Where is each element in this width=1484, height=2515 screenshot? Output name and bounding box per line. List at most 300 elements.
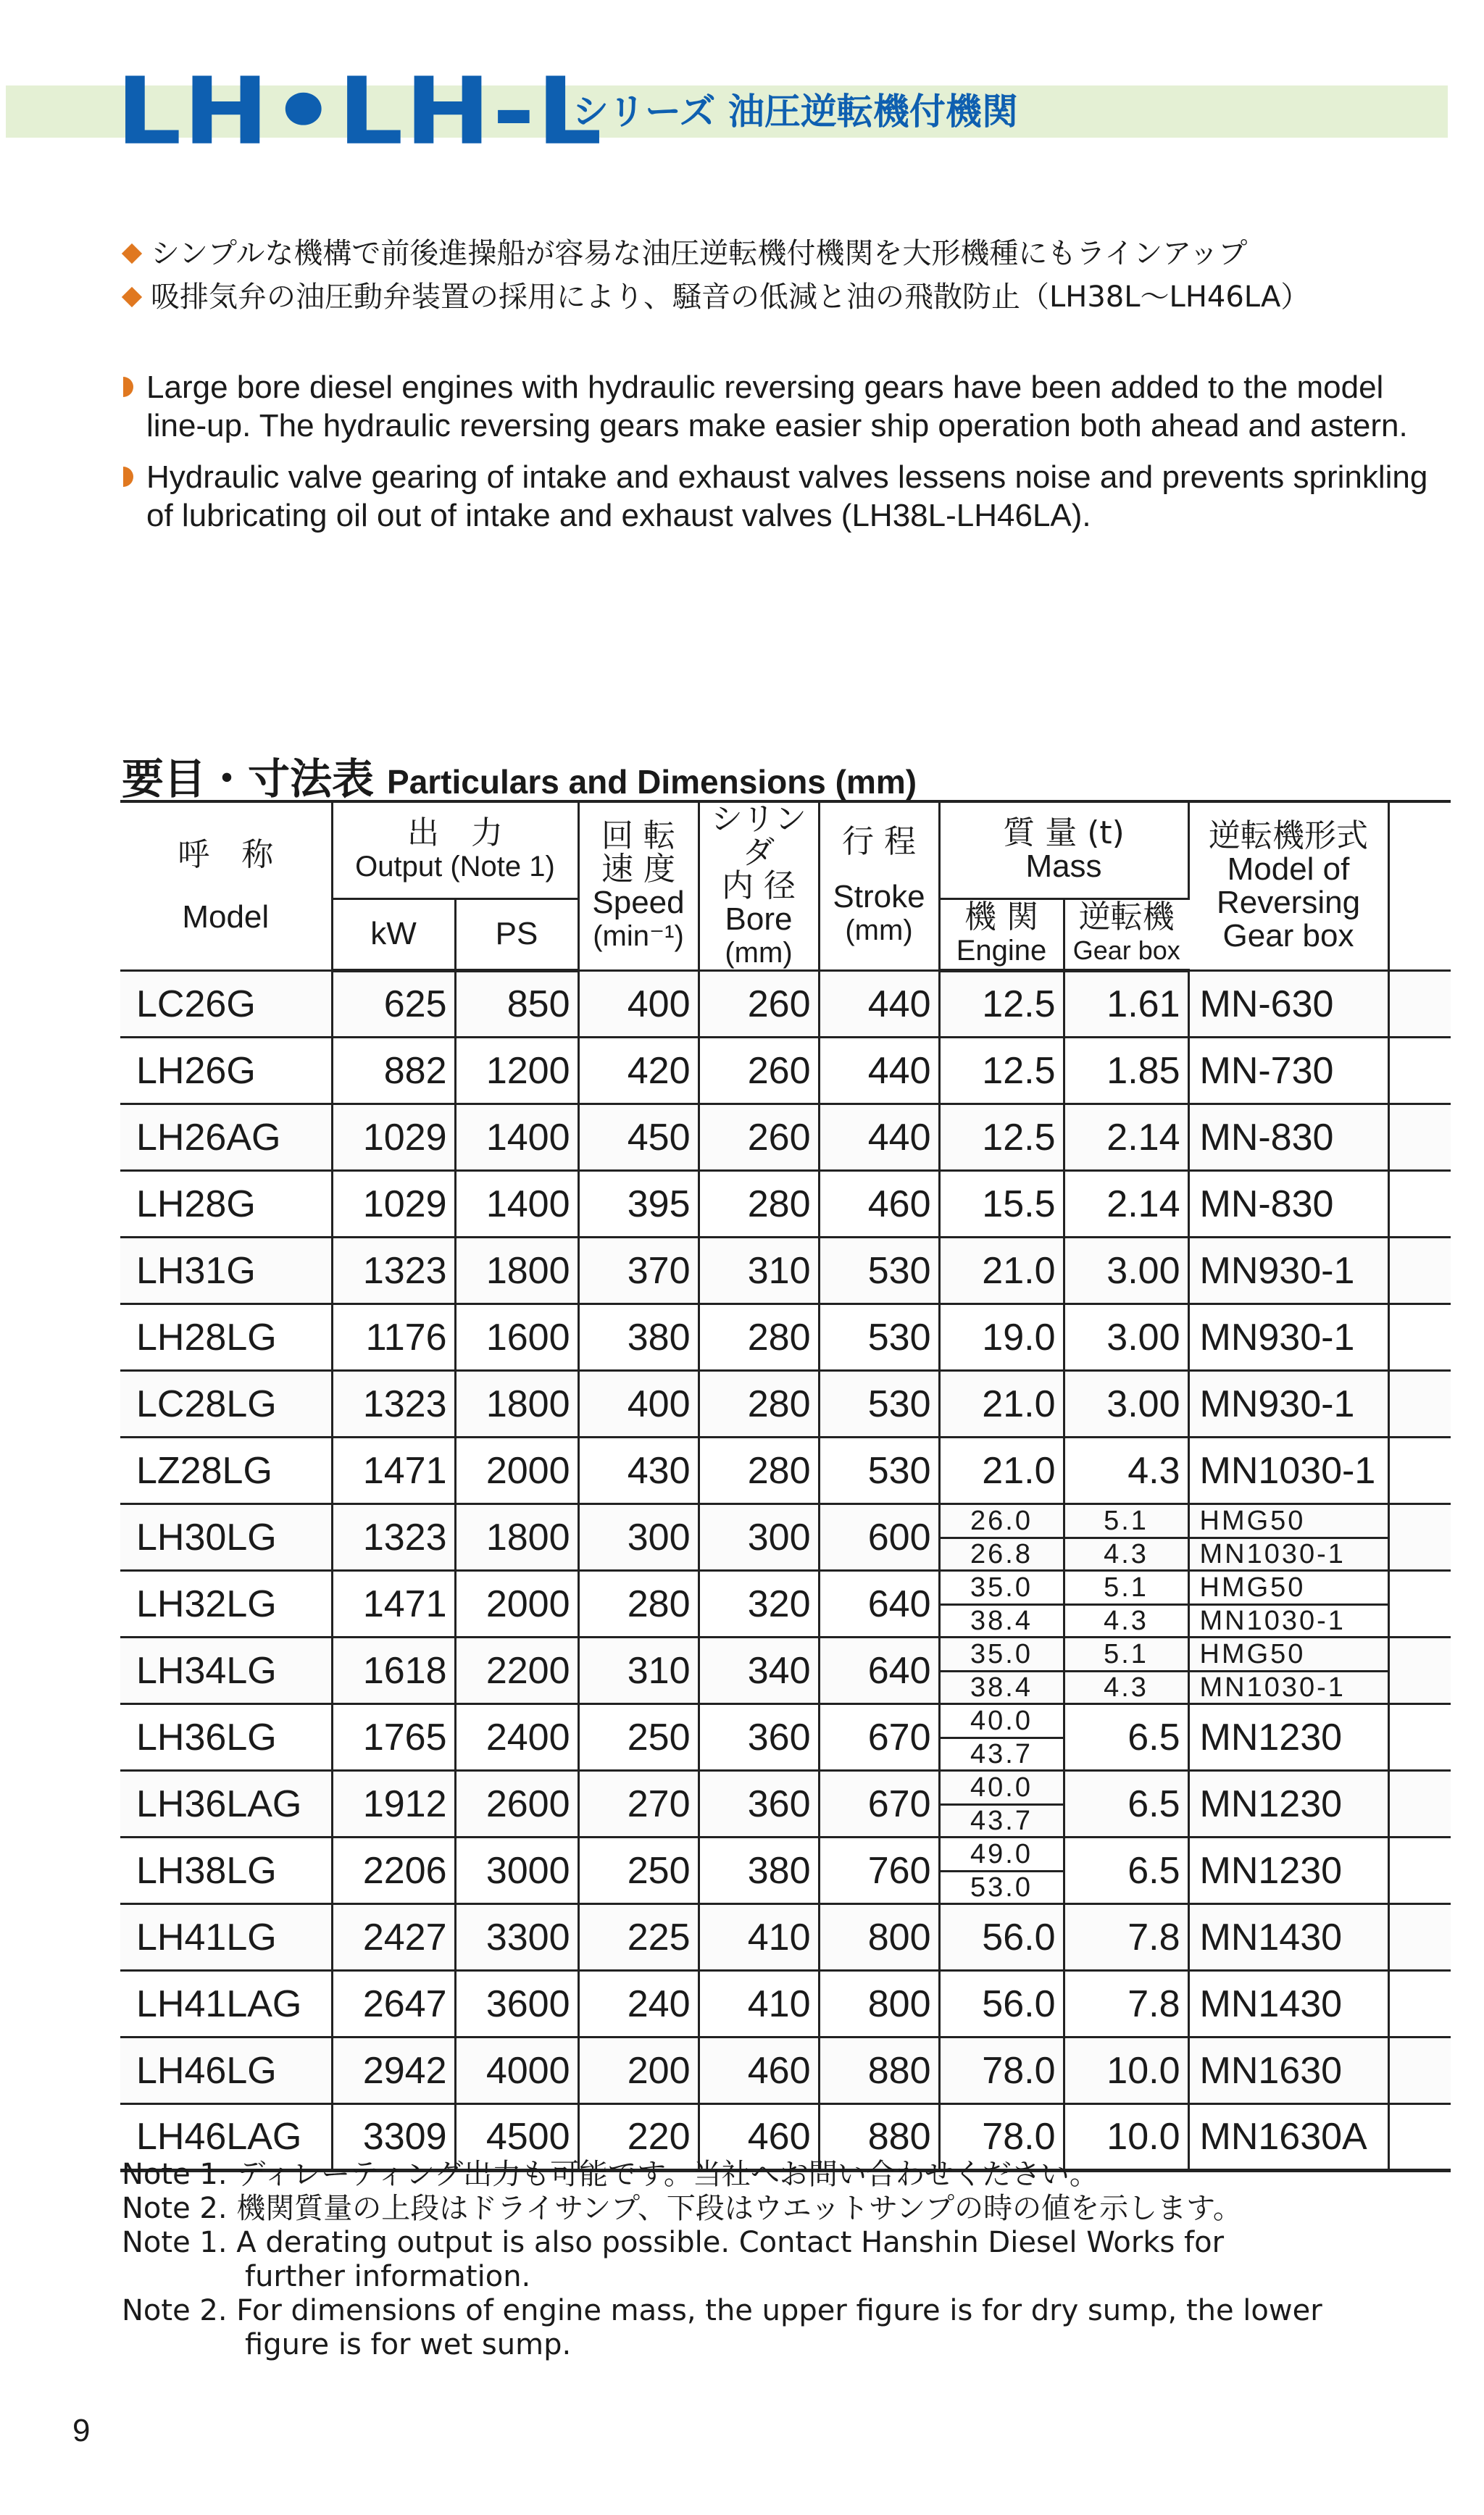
engine-mass-cell-upper: 40.0 <box>941 1772 1063 1806</box>
speed-cell: 225 <box>578 1904 699 1971</box>
stroke-cell: 800 <box>819 1904 939 1971</box>
gearbox-mass-cell: 1.85 <box>1064 1038 1188 1104</box>
engine-mass-cell: 19.0 <box>939 1304 1064 1371</box>
ps-cell: 1800 <box>455 1238 578 1304</box>
gearbox-mass-cell-lower: 4.3 <box>1104 1538 1149 1569</box>
table-title-en: Particulars and Dimensions (mm) <box>387 763 917 801</box>
model-cell: LH34LG <box>120 1638 332 1704</box>
header-output-en: Output (Note 1) <box>355 851 555 883</box>
jp-feature-item <box>122 275 1441 319</box>
table-title-jp: 要目・寸法表 <box>122 754 375 804</box>
header-gearbox-en: Gear box <box>1072 935 1180 966</box>
kw-cell: 1323 <box>332 1371 455 1438</box>
model-cell: LH38LG <box>120 1838 332 1904</box>
gearbox-mass-cell: 2.14 <box>1064 1171 1188 1238</box>
speed-cell: 200 <box>578 2038 699 2104</box>
model-cell: LZ28LG <box>120 1438 332 1504</box>
jp-feature-list <box>122 232 1441 319</box>
speed-cell: 370 <box>578 1238 699 1304</box>
gearbox-mass-cell: 10.0 <box>1064 2104 1188 2171</box>
header-engine <box>939 898 1064 970</box>
note-prefix: Note 2. <box>122 2294 228 2327</box>
model-cell: LH46LG <box>120 2038 332 2104</box>
gearbox-mass-cell <box>1064 1638 1188 1704</box>
gear-model-cell: MN1230 <box>1188 1838 1388 1904</box>
gearbox-mass-cell: 2.14 <box>1064 1104 1188 1171</box>
header-speed-unit: (min⁻¹) <box>593 920 684 952</box>
kw-cell: 1471 <box>332 1438 455 1504</box>
bore-cell: 460 <box>699 2038 819 2104</box>
ps-cell: 4000 <box>455 2038 578 2104</box>
gear-model-cell: MN1430 <box>1188 1904 1388 1971</box>
gear-model-cell: MN1430 <box>1188 1971 1388 2038</box>
ps-cell: 2400 <box>455 1704 578 1771</box>
ps-cell: 1400 <box>455 1104 578 1171</box>
model-cell: LC26G <box>120 971 332 1038</box>
blank-cell <box>1388 1571 1451 1638</box>
kw-cell: 2427 <box>332 1904 455 1971</box>
stroke-cell: 760 <box>819 1838 939 1904</box>
speed-cell: 300 <box>578 1504 699 1571</box>
table-row <box>120 1171 1451 1238</box>
gear-model-cell-upper: HMG50 <box>1190 1572 1388 1606</box>
table-row <box>120 1571 1451 1638</box>
blank-cell <box>1388 1838 1451 1904</box>
stroke-cell: 600 <box>819 1504 939 1571</box>
gear-model-cell-lower: MN1030-1 <box>1199 1672 1346 1703</box>
gear-model-cell: MN930-1 <box>1188 1238 1388 1304</box>
kw-cell: 2942 <box>332 2038 455 2104</box>
engine-mass-cell-stack <box>941 1772 1063 1836</box>
ps-cell: 1600 <box>455 1304 578 1371</box>
engine-mass-cell: 21.0 <box>939 1438 1064 1504</box>
speed-cell: 280 <box>578 1571 699 1638</box>
kw-cell: 1176 <box>332 1304 455 1371</box>
stroke-cell: 640 <box>819 1571 939 1638</box>
ps-cell: 2000 <box>455 1571 578 1638</box>
blank-cell <box>1388 1238 1451 1304</box>
engine-mass-cell-upper: 26.0 <box>941 1506 1063 1539</box>
stroke-cell: 440 <box>819 1104 939 1171</box>
header-bore-en: Bore <box>725 901 793 937</box>
engine-mass-cell: 12.5 <box>939 1038 1064 1104</box>
bore-cell: 410 <box>699 1904 819 1971</box>
table-row <box>120 1304 1451 1371</box>
stroke-cell: 670 <box>819 1704 939 1771</box>
model-cell: LH36LAG <box>120 1771 332 1838</box>
header-output <box>332 801 578 898</box>
model-cell: LH26G <box>120 1038 332 1104</box>
engine-mass-cell: 56.0 <box>939 1971 1064 2038</box>
blank-cell <box>1388 1504 1451 1571</box>
table-row <box>120 1438 1451 1504</box>
ps-cell: 1800 <box>455 1504 578 1571</box>
gearbox-mass-cell <box>1064 1504 1188 1571</box>
gearbox-mass-cell-stack <box>1065 1506 1188 1569</box>
header-speed <box>578 801 699 971</box>
bore-cell: 380 <box>699 1838 819 1904</box>
speed-cell: 220 <box>578 2104 699 2171</box>
header-engine-jp: 機 関 <box>964 898 1038 936</box>
header-bore <box>699 801 819 971</box>
kw-cell: 1323 <box>332 1504 455 1571</box>
table-row <box>120 2038 1451 2104</box>
model-cell: LH36LG <box>120 1704 332 1771</box>
kw-cell: 1912 <box>332 1771 455 1838</box>
gearbox-mass-cell-upper: 5.1 <box>1065 1572 1188 1606</box>
stroke-cell: 440 <box>819 971 939 1038</box>
series-subtitle: シリーズ 油圧逆転機付機関 <box>572 91 1018 133</box>
particulars-table <box>120 800 1451 2172</box>
speed-cell: 380 <box>578 1304 699 1371</box>
header-stroke-jp: 行 程 <box>842 823 916 860</box>
half-circle-bullet-icon <box>123 377 133 397</box>
engine-mass-cell-lower: 43.7 <box>970 1805 1033 1836</box>
bore-cell: 320 <box>699 1571 819 1638</box>
gearbox-mass-cell: 3.00 <box>1064 1371 1188 1438</box>
model-cell: LH41LG <box>120 1904 332 1971</box>
gear-model-cell-stack <box>1190 1639 1388 1703</box>
gear-model-cell: MN930-1 <box>1188 1304 1388 1371</box>
gearbox-mass-cell: 6.5 <box>1064 1838 1188 1904</box>
stroke-cell: 530 <box>819 1371 939 1438</box>
engine-mass-cell <box>939 1571 1064 1638</box>
speed-cell: 310 <box>578 1638 699 1704</box>
header-mass <box>939 801 1188 898</box>
jp-feature-text: シンプルな機構で前後進操船が容易な油圧逆転機付機関を大形機種にもラインアップ <box>151 237 1248 270</box>
ps-cell: 3600 <box>455 1971 578 2038</box>
gear-model-cell <box>1188 1571 1388 1638</box>
note-line <box>122 2158 1448 2192</box>
header-output-jp: 出 力 <box>407 814 503 852</box>
table-title <box>122 745 917 806</box>
gearbox-mass-cell: 6.5 <box>1064 1771 1188 1838</box>
model-cell: LH41LAG <box>120 1971 332 2038</box>
engine-mass-cell <box>939 1771 1064 1838</box>
note-text: 機関質量の上段はドライサンプ、下段はウエットサンプの時の値を示します。 <box>236 2192 1242 2225</box>
gear-model-cell: MN-630 <box>1188 971 1388 1038</box>
gearbox-mass-cell: 1.61 <box>1064 971 1188 1038</box>
gearbox-mass-cell: 3.00 <box>1064 1304 1188 1371</box>
stroke-cell: 530 <box>819 1238 939 1304</box>
header-stroke-unit: (mm) <box>845 914 913 946</box>
stroke-cell: 800 <box>819 1971 939 2038</box>
header-engine-en: Engine <box>956 935 1047 967</box>
gear-model-cell-upper: HMG50 <box>1190 1506 1388 1539</box>
header-stroke-en: Stroke <box>833 879 925 914</box>
header-gearbox-jp: 逆転機 <box>1078 898 1175 936</box>
model-cell: LH26AG <box>120 1104 332 1171</box>
gearbox-mass-cell-stack <box>1065 1639 1188 1703</box>
model-cell: LH28G <box>120 1171 332 1238</box>
engine-mass-cell: 78.0 <box>939 2038 1064 2104</box>
gear-model-cell: MN1630A <box>1188 2104 1388 2171</box>
kw-cell: 1029 <box>332 1104 455 1171</box>
engine-mass-cell-stack <box>941 1706 1063 1769</box>
table-row <box>120 1838 1451 1904</box>
engine-mass-cell-upper: 35.0 <box>941 1572 1063 1606</box>
bore-cell: 260 <box>699 971 819 1038</box>
bore-cell: 340 <box>699 1638 819 1704</box>
table-row <box>120 1371 1451 1438</box>
gear-model-cell: MN1230 <box>1188 1771 1388 1838</box>
gearbox-mass-cell: 6.5 <box>1064 1704 1188 1771</box>
bore-cell: 260 <box>699 1104 819 1171</box>
stroke-cell: 670 <box>819 1771 939 1838</box>
header-model <box>120 801 332 971</box>
header-reversing-en: Model of Reversing Gear box <box>1216 851 1361 954</box>
table-row <box>120 1238 1451 1304</box>
note-prefix: Note 1. <box>122 2226 228 2259</box>
blank-cell <box>1388 1104 1451 1171</box>
header-speed-en: Speed <box>592 885 685 920</box>
kw-cell: 1618 <box>332 1638 455 1704</box>
engine-mass-cell: 21.0 <box>939 1371 1064 1438</box>
speed-cell: 450 <box>578 1104 699 1171</box>
blank-cell <box>1388 1638 1451 1704</box>
bore-cell: 360 <box>699 1704 819 1771</box>
gear-model-cell: MN-830 <box>1188 1171 1388 1238</box>
ps-cell: 1800 <box>455 1371 578 1438</box>
header-speed-jp: 回 転 速 度 <box>601 817 675 888</box>
bore-cell: 300 <box>699 1504 819 1571</box>
jp-feature-item <box>122 232 1441 275</box>
engine-mass-cell-upper: 35.0 <box>941 1639 1063 1672</box>
bore-cell: 280 <box>699 1438 819 1504</box>
gearbox-mass-cell-upper: 5.1 <box>1065 1639 1188 1672</box>
gearbox-mass-cell-lower: 4.3 <box>1104 1672 1149 1703</box>
speed-cell: 400 <box>578 1371 699 1438</box>
kw-cell: 1765 <box>332 1704 455 1771</box>
bore-cell: 260 <box>699 1038 819 1104</box>
bore-cell: 280 <box>699 1171 819 1238</box>
stroke-cell: 640 <box>819 1638 939 1704</box>
note-line <box>122 2192 1448 2226</box>
gearbox-mass-cell: 4.3 <box>1064 1438 1188 1504</box>
header-kw: kW <box>332 898 455 970</box>
engine-mass-cell: 21.0 <box>939 1238 1064 1304</box>
ps-cell: 850 <box>455 971 578 1038</box>
ps-cell: 4500 <box>455 2104 578 2171</box>
model-cell: LH31G <box>120 1238 332 1304</box>
note-continuation: further information. <box>245 2260 531 2293</box>
gearbox-mass-cell-lower: 4.3 <box>1104 1605 1149 1636</box>
engine-mass-cell-stack <box>941 1639 1063 1703</box>
table-row <box>120 1904 1451 1971</box>
ps-cell: 1200 <box>455 1038 578 1104</box>
kw-cell: 625 <box>332 971 455 1038</box>
gear-model-cell: MN-730 <box>1188 1038 1388 1104</box>
header-ps: PS <box>455 898 578 970</box>
table-row <box>120 1504 1451 1571</box>
engine-mass-cell-lower: 38.4 <box>970 1672 1033 1703</box>
engine-mass-cell-lower: 38.4 <box>970 1605 1033 1636</box>
gear-model-cell-lower: MN1030-1 <box>1199 1605 1346 1636</box>
gearbox-mass-cell-upper: 5.1 <box>1065 1506 1188 1539</box>
header-blank <box>1388 801 1451 971</box>
model-cell: LH28LG <box>120 1304 332 1371</box>
speed-cell: 250 <box>578 1838 699 1904</box>
table-row <box>120 1038 1451 1104</box>
gear-model-cell: MN1030-1 <box>1188 1438 1388 1504</box>
speed-cell: 400 <box>578 971 699 1038</box>
model-cell: LH32LG <box>120 1571 332 1638</box>
bore-cell: 280 <box>699 1304 819 1371</box>
gear-model-cell: MN1630 <box>1188 2038 1388 2104</box>
series-title: LH•LH-L <box>116 57 604 166</box>
header-reversing-model <box>1188 801 1388 971</box>
stroke-cell: 880 <box>819 2038 939 2104</box>
gearbox-mass-cell: 7.8 <box>1064 1971 1188 2038</box>
en-feature-text: Large bore diesel engines with hydraulic reversing gears have been added to the model line-up. The hydraulic reversing gears make easier ship operation both ahead and astern. <box>146 370 1408 443</box>
gear-model-cell-stack <box>1190 1572 1388 1636</box>
engine-mass-cell-lower: 43.7 <box>970 1738 1033 1769</box>
engine-mass-cell <box>939 1838 1064 1904</box>
gear-model-cell-upper: HMG50 <box>1190 1639 1388 1672</box>
diamond-bullet-icon <box>122 287 142 307</box>
jp-feature-text: 吸排気弁の油圧動弁装置の採用により、騒音の低減と油の飛散防止（LH38L〜LH46LA） <box>151 280 1310 314</box>
table-row <box>120 1638 1451 1704</box>
blank-cell <box>1388 1971 1451 2038</box>
note-prefix: Note 1. <box>122 2158 228 2191</box>
note-text: A derating output is also possible. Contact Hanshin Diesel Works for <box>236 2226 1225 2259</box>
stroke-cell: 880 <box>819 2104 939 2171</box>
stroke-cell: 460 <box>819 1171 939 1238</box>
kw-cell: 1471 <box>332 1571 455 1638</box>
gearbox-mass-cell: 10.0 <box>1064 2038 1188 2104</box>
gear-model-cell: MN930-1 <box>1188 1371 1388 1438</box>
gear-model-cell: MN1230 <box>1188 1704 1388 1771</box>
engine-mass-cell <box>939 1638 1064 1704</box>
bore-cell: 360 <box>699 1771 819 1838</box>
engine-mass-cell-lower: 53.0 <box>970 1872 1033 1903</box>
header-model-jp: 呼 称 <box>178 836 274 873</box>
note-prefix: Note 2. <box>122 2192 228 2225</box>
note-text: For dimensions of engine mass, the upper figure is for dry sump, the lower <box>236 2294 1322 2327</box>
speed-cell: 250 <box>578 1704 699 1771</box>
kw-cell: 2206 <box>332 1838 455 1904</box>
ps-cell: 2200 <box>455 1638 578 1704</box>
bore-cell: 310 <box>699 1238 819 1304</box>
bore-cell: 460 <box>699 2104 819 2171</box>
header-gearbox <box>1064 898 1188 970</box>
table-body <box>120 971 1451 2171</box>
notes <box>122 2158 1448 2362</box>
table-row <box>120 1104 1451 1171</box>
blank-cell <box>1388 1304 1451 1371</box>
engine-mass-cell <box>939 1704 1064 1771</box>
engine-mass-cell: 12.5 <box>939 1104 1064 1171</box>
note-line <box>122 2294 1448 2328</box>
engine-mass-cell-stack <box>941 1839 1063 1903</box>
table-row <box>120 1704 1451 1771</box>
gear-model-cell <box>1188 1638 1388 1704</box>
ps-cell: 2000 <box>455 1438 578 1504</box>
diamond-bullet-icon <box>122 243 142 264</box>
model-cell: LH46LAG <box>120 2104 332 2171</box>
engine-mass-cell: 78.0 <box>939 2104 1064 2171</box>
engine-mass-cell-lower: 26.8 <box>970 1538 1033 1569</box>
speed-cell: 395 <box>578 1171 699 1238</box>
blank-cell <box>1388 1171 1451 1238</box>
blank-cell <box>1388 1704 1451 1771</box>
speed-cell: 420 <box>578 1038 699 1104</box>
model-cell: LH30LG <box>120 1504 332 1571</box>
ps-cell: 1400 <box>455 1171 578 1238</box>
header-mass-jp: 質 量 (t) <box>1003 814 1125 852</box>
gear-model-cell-lower: MN1030-1 <box>1199 1538 1346 1569</box>
kw-cell: 3309 <box>332 2104 455 2171</box>
blank-cell <box>1388 1438 1451 1504</box>
table-row <box>120 1971 1451 2038</box>
stroke-cell: 440 <box>819 1038 939 1104</box>
blank-cell <box>1388 2038 1451 2104</box>
half-circle-bullet-icon <box>123 467 133 487</box>
ps-cell: 3300 <box>455 1904 578 1971</box>
blank-cell <box>1388 1771 1451 1838</box>
gearbox-mass-cell: 3.00 <box>1064 1238 1188 1304</box>
engine-mass-cell-stack <box>941 1572 1063 1636</box>
header-model-en: Model <box>182 899 270 935</box>
header-mass-en: Mass <box>1025 848 1102 885</box>
engine-mass-cell: 15.5 <box>939 1171 1064 1238</box>
stroke-cell: 530 <box>819 1438 939 1504</box>
en-feature-text: Hydraulic valve gearing of intake and exhaust valves lessens noise and prevents sprinkling of lubricating oil out of intake and exhaust valves (LH38L-LH46LA). <box>146 459 1428 533</box>
gearbox-mass-cell: 7.8 <box>1064 1904 1188 1971</box>
en-feature-list <box>122 368 1448 548</box>
ps-cell: 3000 <box>455 1838 578 1904</box>
blank-cell <box>1388 1904 1451 1971</box>
gear-model-cell-stack <box>1190 1506 1388 1569</box>
engine-mass-cell-upper: 49.0 <box>941 1839 1063 1872</box>
engine-mass-cell <box>939 1504 1064 1571</box>
header-reversing-jp: 逆転機形式 <box>1209 817 1368 854</box>
engine-mass-cell: 12.5 <box>939 971 1064 1038</box>
bore-cell: 280 <box>699 1371 819 1438</box>
blank-cell <box>1388 1038 1451 1104</box>
blank-cell <box>1388 971 1451 1038</box>
engine-mass-cell-stack <box>941 1506 1063 1569</box>
kw-cell: 1323 <box>332 1238 455 1304</box>
speed-cell: 270 <box>578 1771 699 1838</box>
note-text: ディレーティング出力も可能です。当社へお問い合わせください。 <box>236 2158 1099 2191</box>
page-number: 9 <box>72 2413 91 2448</box>
header-stroke <box>819 801 939 971</box>
blank-cell <box>1388 1371 1451 1438</box>
header-bore-jp: シリンダ 内 径 <box>711 801 806 904</box>
ps-cell: 2600 <box>455 1771 578 1838</box>
table-row <box>120 971 1451 1038</box>
kw-cell: 882 <box>332 1038 455 1104</box>
gearbox-mass-cell-stack <box>1065 1572 1188 1636</box>
bore-cell: 410 <box>699 1971 819 2038</box>
stroke-cell: 530 <box>819 1304 939 1371</box>
gear-model-cell <box>1188 1504 1388 1571</box>
note-line <box>122 2226 1448 2260</box>
engine-mass-cell-upper: 40.0 <box>941 1706 1063 1739</box>
gearbox-mass-cell <box>1064 1571 1188 1638</box>
speed-cell: 430 <box>578 1438 699 1504</box>
en-feature-item <box>122 368 1448 445</box>
kw-cell: 2647 <box>332 1971 455 2038</box>
engine-mass-cell: 56.0 <box>939 1904 1064 1971</box>
note-continuation: figure is for wet sump. <box>245 2328 572 2361</box>
kw-cell: 1029 <box>332 1171 455 1238</box>
header-bore-unit: (mm) <box>725 937 793 969</box>
en-feature-item <box>122 458 1448 535</box>
table-row <box>120 1771 1451 1838</box>
model-cell: LC28LG <box>120 1371 332 1438</box>
